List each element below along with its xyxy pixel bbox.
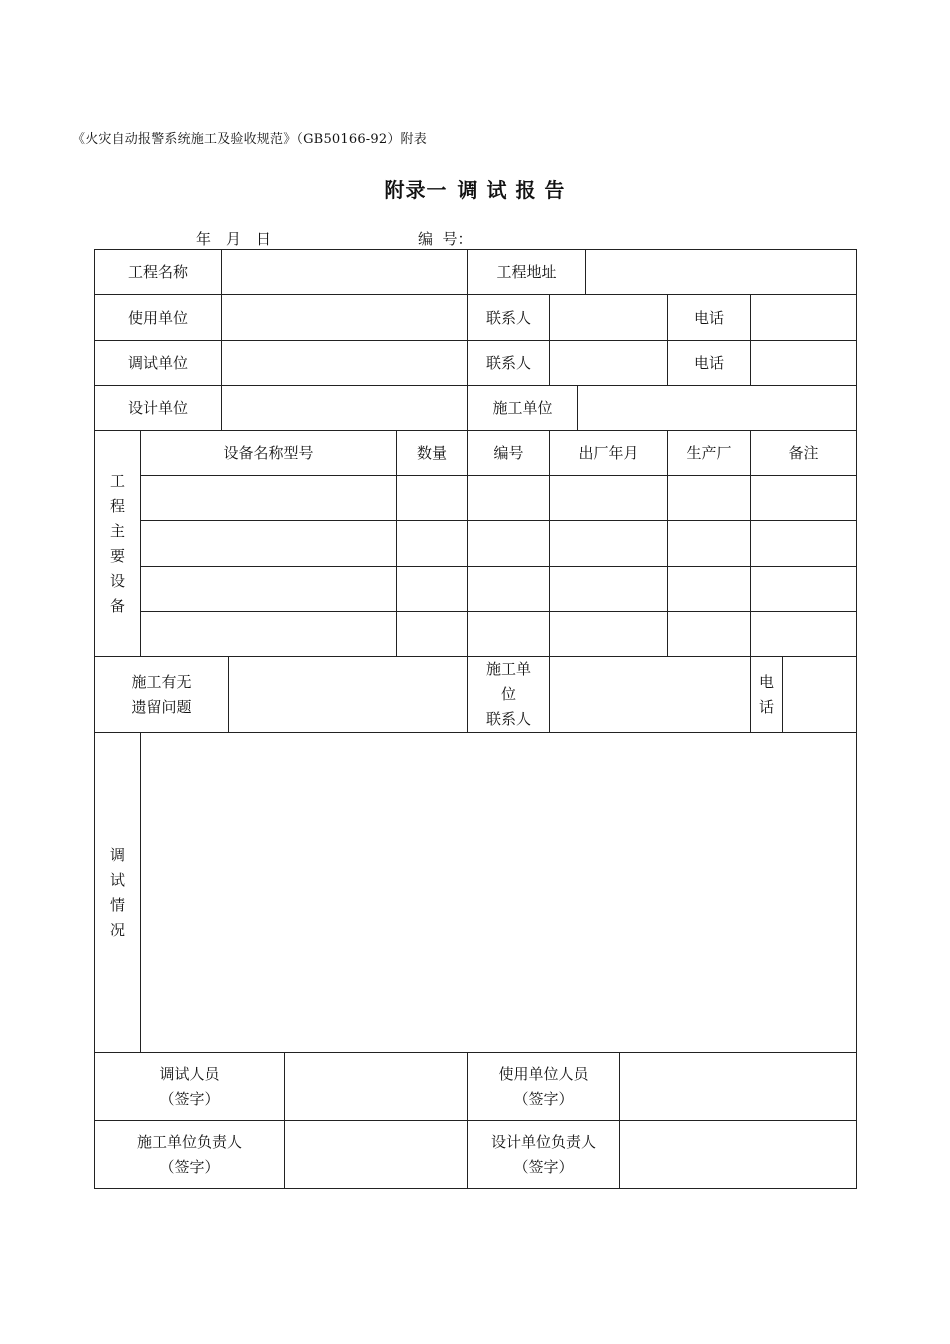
label-line: 设计单位负责人 [490, 1132, 596, 1151]
debug-status-label [94, 732, 141, 1053]
section-char: 程 [109, 496, 125, 515]
design-unit-label: 设计单位 [94, 385, 222, 431]
label-line: 调试人员 [159, 1064, 220, 1083]
equipment-cell[interactable] [396, 520, 468, 567]
label-line: 联系人 [485, 710, 531, 728]
label-char: 调 [109, 845, 125, 864]
title-appendix: 附录一 [384, 178, 448, 202]
label-line: （签字） [159, 1089, 220, 1108]
equipment-cell[interactable] [750, 520, 857, 567]
construction-contact-label [467, 656, 550, 733]
user-unit-phone-field[interactable] [750, 294, 857, 341]
debug-status-field[interactable] [140, 732, 857, 1053]
user-personnel-signature[interactable] [619, 1052, 857, 1121]
debug-unit-field[interactable] [221, 340, 468, 386]
section-char: 要 [109, 546, 125, 565]
label-char: 试 [109, 870, 125, 889]
label-line: 遗留问题 [131, 697, 192, 716]
construction-phone-label [750, 656, 783, 733]
debug-unit-contact-label: 联系人 [467, 340, 550, 386]
main-equipment-section-label [94, 430, 141, 657]
equipment-cell[interactable] [549, 611, 668, 657]
construction-unit-label: 施工单位 [467, 385, 578, 431]
construction-manager-label [94, 1120, 285, 1189]
user-unit-contact-field[interactable] [549, 294, 668, 341]
equipment-cell[interactable] [140, 566, 397, 612]
label-line: 施工有无 [131, 672, 192, 691]
debug-unit-phone-field[interactable] [750, 340, 857, 386]
label-line: 使用单位人员 [498, 1064, 589, 1083]
section-char: 主 [109, 521, 125, 540]
design-manager-label [467, 1120, 620, 1189]
equipment-cell[interactable] [140, 520, 397, 567]
label-line: 位 [500, 685, 516, 703]
equipment-cell[interactable] [549, 475, 668, 521]
col-header-manufacturer: 生产厂 [667, 430, 751, 476]
equipment-cell[interactable] [467, 475, 550, 521]
label-line: 施工单 [485, 660, 531, 678]
design-manager-signature[interactable] [619, 1120, 857, 1189]
equipment-cell[interactable] [667, 611, 751, 657]
user-unit-field[interactable] [221, 294, 468, 341]
equipment-cell[interactable] [667, 520, 751, 567]
label-line: （签字） [513, 1157, 574, 1176]
equipment-cell[interactable] [750, 475, 857, 521]
equipment-cell[interactable] [549, 566, 668, 612]
construction-contact-field[interactable] [549, 656, 751, 733]
leftover-issues-field[interactable] [228, 656, 468, 733]
equipment-cell[interactable] [467, 566, 550, 612]
section-char: 工 [109, 471, 125, 490]
col-header-remarks: 备注 [750, 430, 857, 476]
equipment-cell[interactable] [467, 520, 550, 567]
date-year-label: 年 [196, 230, 212, 248]
debug-unit-phone-label: 电话 [667, 340, 751, 386]
construction-manager-signature[interactable] [284, 1120, 468, 1189]
col-header-device-model: 设备名称型号 [140, 430, 397, 476]
col-header-quantity: 数量 [396, 430, 468, 476]
equipment-cell[interactable] [396, 475, 468, 521]
date-month-label: 月 [226, 230, 242, 248]
equipment-cell[interactable] [467, 611, 550, 657]
construction-unit-field[interactable] [577, 385, 857, 431]
label-char: 情 [109, 895, 125, 914]
user-unit-phone-label: 电话 [667, 294, 751, 341]
debug-personnel-signature[interactable] [284, 1052, 468, 1121]
user-personnel-label [467, 1052, 620, 1121]
equipment-cell[interactable] [396, 566, 468, 612]
equipment-cell[interactable] [667, 475, 751, 521]
leftover-issues-label [94, 656, 229, 733]
serial-number-label: 编 号： [418, 230, 473, 248]
label-line: 话 [758, 697, 774, 716]
header-note: 《火灾自动报警系统施工及验收规范》（GB50166-92）附表 [72, 132, 427, 147]
debug-unit-contact-field[interactable] [549, 340, 668, 386]
project-address-field[interactable] [585, 249, 857, 295]
design-unit-field[interactable] [221, 385, 468, 431]
equipment-cell[interactable] [396, 611, 468, 657]
label-char: 况 [109, 920, 125, 939]
date-day-label: 日 [256, 230, 272, 248]
project-name-field[interactable] [221, 249, 468, 295]
equipment-cell[interactable] [667, 566, 751, 612]
section-char: 设 [109, 571, 125, 590]
section-char: 备 [109, 596, 125, 615]
col-header-manufacture-date: 出厂年月 [549, 430, 668, 476]
equipment-cell[interactable] [140, 611, 397, 657]
construction-phone-field[interactable] [782, 656, 857, 733]
equipment-cell[interactable] [750, 611, 857, 657]
label-line: 施工单位负责人 [136, 1132, 242, 1151]
project-name-label: 工程名称 [94, 249, 222, 295]
title-report: 调 试 报 告 [457, 178, 566, 202]
equipment-cell[interactable] [750, 566, 857, 612]
label-line: （签字） [159, 1157, 220, 1176]
debug-personnel-label [94, 1052, 285, 1121]
col-header-serial: 编号 [467, 430, 550, 476]
label-line: 电 [758, 672, 774, 691]
equipment-cell[interactable] [549, 520, 668, 567]
debug-unit-label: 调试单位 [94, 340, 222, 386]
equipment-cell[interactable] [140, 475, 397, 521]
user-unit-label: 使用单位 [94, 294, 222, 341]
project-address-label: 工程地址 [467, 249, 586, 295]
label-line: （签字） [513, 1089, 574, 1108]
user-unit-contact-label: 联系人 [467, 294, 550, 341]
